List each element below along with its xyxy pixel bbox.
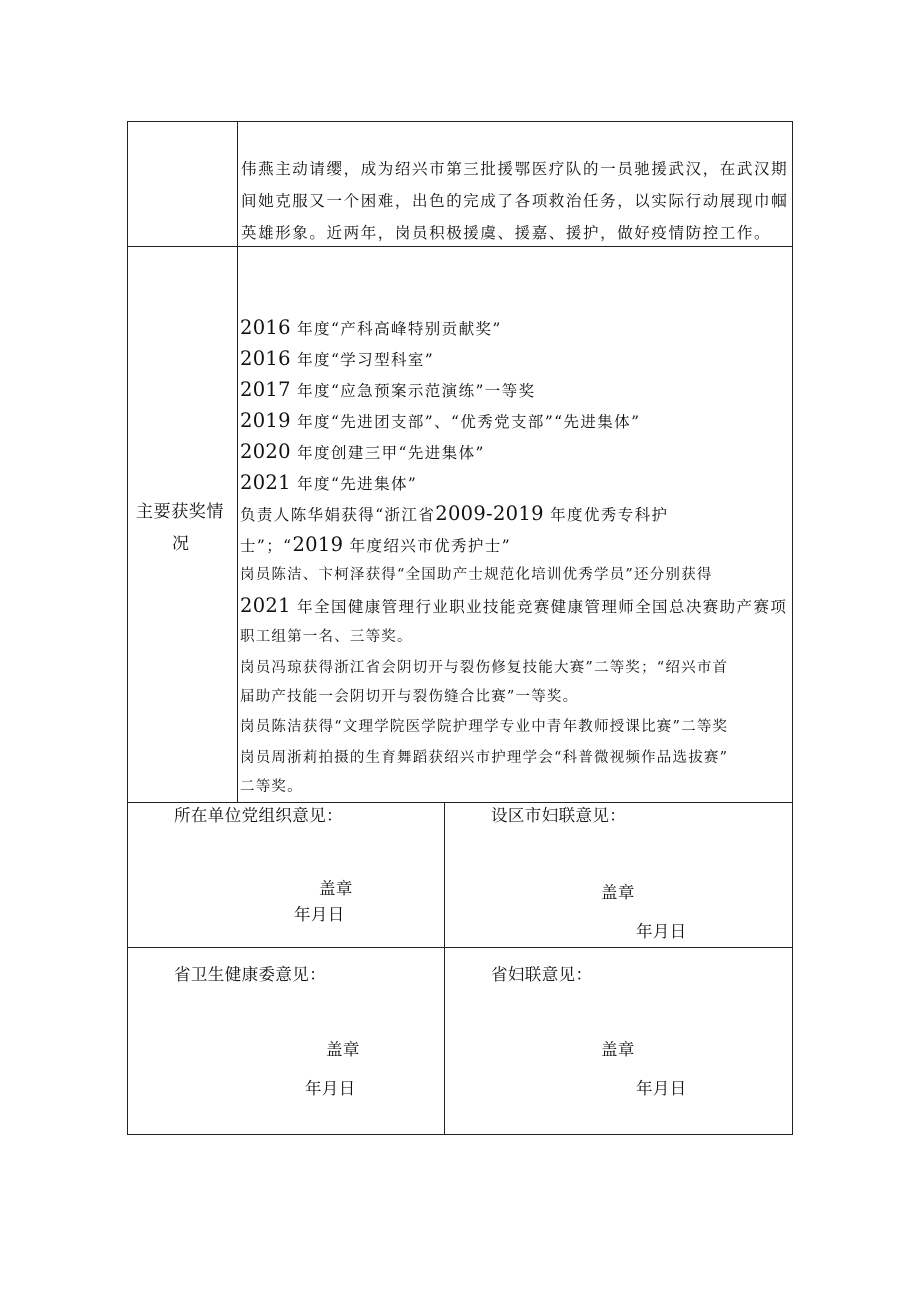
award-person-1-line1: 负责人陈华娟获得“浙江省2009-2019 年度优秀专科护 [240, 502, 669, 525]
seal-label: 盖章 [601, 1040, 635, 1059]
table-top-border [127, 121, 793, 122]
deeds-line-3: 英雄形象。近两年，岗员积极援虞、援嘉、援护，做好疫情防控工作。 [241, 224, 772, 242]
opinion-title: 设区市妇联意见： [491, 806, 627, 825]
award-item: 2016 年度“学习型科室” [240, 347, 435, 370]
label-column-divider [237, 121, 238, 803]
table-right-border [792, 121, 793, 1135]
awards-label-line2: 况 [172, 534, 190, 554]
row-divider-2 [127, 802, 793, 803]
opinion-title: 所在单位党组织意见： [174, 806, 343, 825]
table-left-border [127, 121, 128, 1135]
award-item: 2020 年度创建三甲“先进集体” [240, 440, 485, 463]
deeds-line-1: 伟燕主动请缨，成为绍兴市第三批援鄂医疗队的一员驰援武汉，在武汉期 [241, 160, 789, 178]
award-person-5-line1: 岗员周浙莉拍摄的生育舞蹈获绍兴市护理学会“科普微视频作品选拔赛” [240, 750, 729, 766]
award-person-4-line1: 岗员陈洁获得“文理学院医学院护理学专业中青年教师授课比赛”二等奖 [240, 719, 729, 735]
date-label: 年月日 [294, 905, 345, 924]
award-person-2-line1: 岗员陈洁、卞柯泽获得“全国助产士规范化培训优秀学员”还分别获得 [240, 567, 713, 583]
opinion-title: 省妇联意见： [491, 965, 593, 984]
award-item: 2016 年度“产科高峰特别贡献奖” [240, 316, 502, 339]
row-divider-3 [127, 947, 793, 948]
award-item: 2021 年度“先进集体” [240, 471, 418, 494]
award-item: 2017 年度“应急预案示范演练”一等奖 [240, 378, 536, 401]
award-person-1-line2: 士”；“2019 年度绍兴市优秀护士” [240, 533, 512, 556]
date-label: 年月日 [305, 1079, 356, 1098]
seal-label: 盖章 [601, 883, 635, 902]
seal-label: 盖章 [326, 1040, 360, 1059]
award-person-3-line1: 岗员冯琼获得浙江省会阴切开与裂伤修复技能大赛”二等奖；“绍兴市首 [240, 660, 729, 676]
awards-label-line1: 主要获奖情 [136, 502, 224, 522]
award-person-5-line2: 二等奖。 [240, 779, 303, 795]
table-bottom-border [127, 1134, 793, 1135]
award-person-2-line3: 职工组第一名、三等奖。 [240, 629, 413, 645]
seal-label: 盖章 [319, 879, 353, 898]
date-label: 年月日 [636, 922, 687, 941]
date-label: 年月日 [636, 1079, 687, 1098]
award-person-2-line2: 2021 年全国健康管理行业职业技能竞赛健康管理师全国总决赛助产赛项 [240, 594, 788, 617]
row-divider-1 [127, 246, 793, 247]
deeds-line-2: 间她克服又一个困难，出色的完成了各项救治任务，以实际行动展现巾帼 [241, 192, 789, 210]
opinion-title: 省卫生健康委意见： [174, 965, 327, 984]
opinion-column-divider [444, 802, 445, 1135]
award-item: 2019 年度“先进团支部”、“优秀党支部”“先进集体” [240, 409, 641, 432]
award-person-3-line2: 届助产技能一会阴切开与裂伤缝合比赛”一等奖。 [240, 689, 579, 705]
